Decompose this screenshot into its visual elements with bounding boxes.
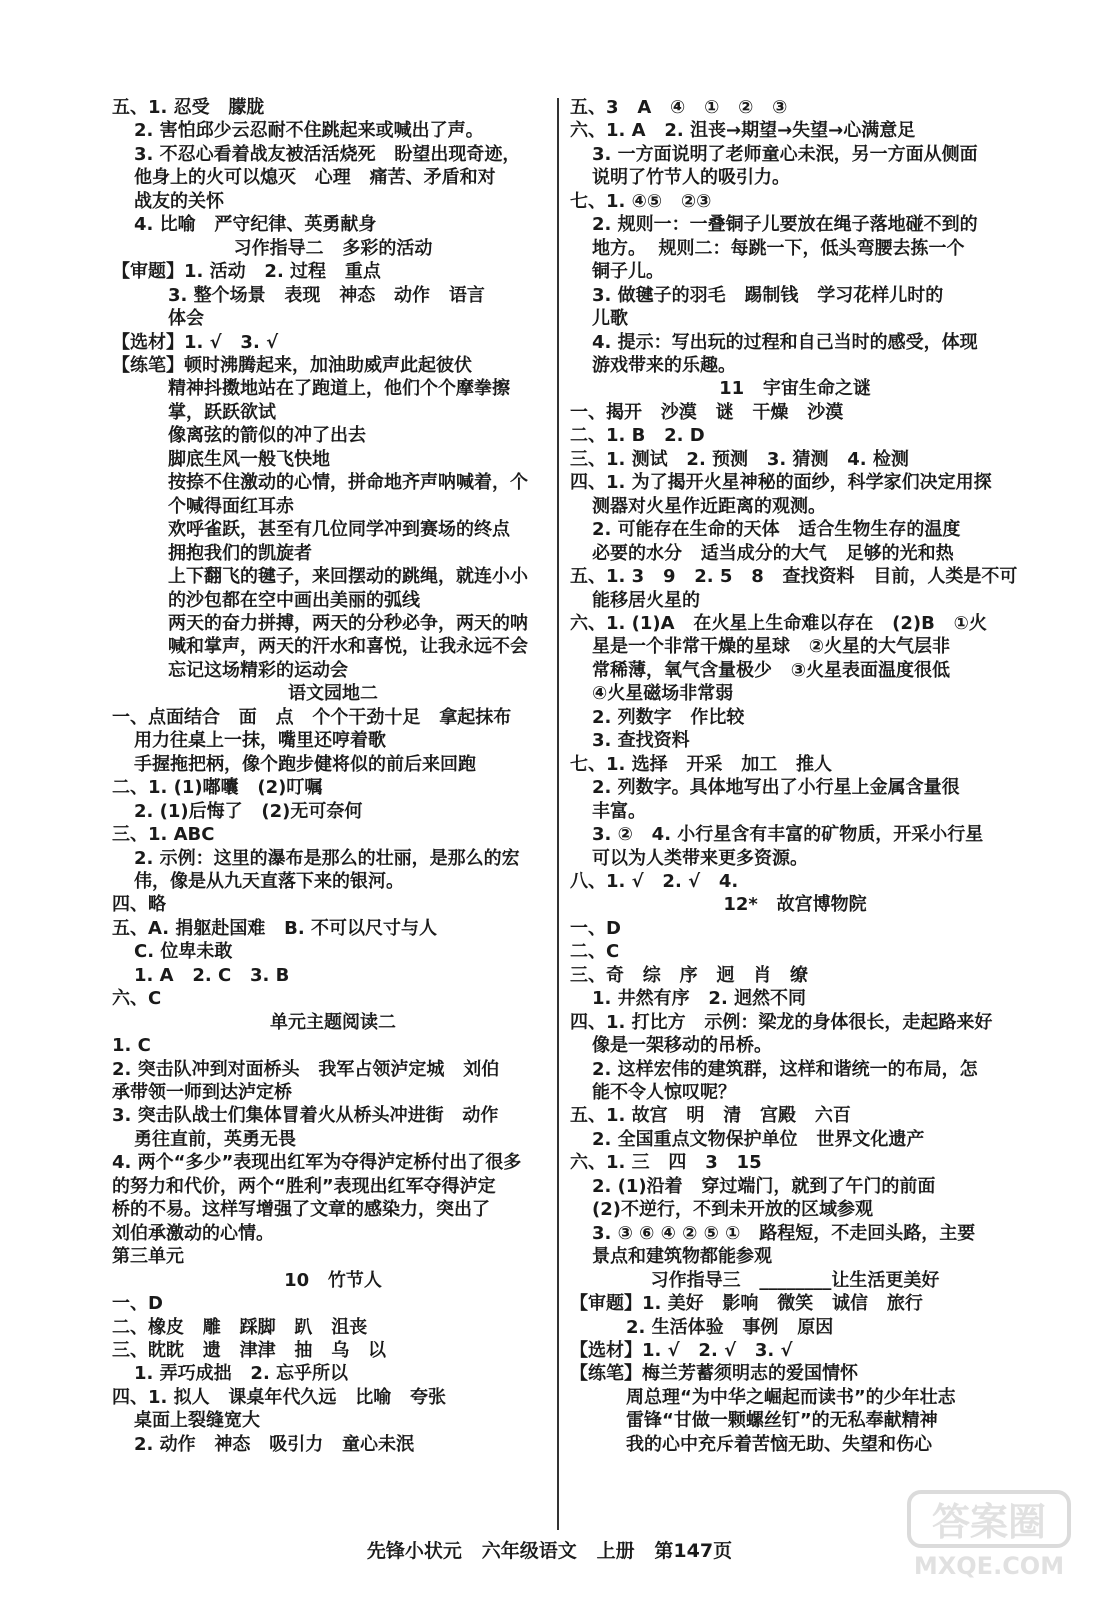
answer-line: 忘记这场精彩的运动会 xyxy=(168,659,348,681)
answer-line: 刘伯承激动的心情。 xyxy=(112,1222,274,1244)
answer-line: 能移居火星的 xyxy=(592,589,700,611)
answer-line: 掌，跃跃欲试 xyxy=(168,401,276,423)
answer-line: 4. 比喻 严守纪律、英勇献身 xyxy=(134,214,377,236)
answer-line: 的沙包都在空中画出美丽的弧线 xyxy=(168,589,420,611)
answer-line: 单元主题阅读二 xyxy=(270,1011,396,1033)
answer-line: 六、1. 三 四 3 15 xyxy=(570,1152,762,1174)
answer-line: 像离弦的箭似的冲了出去 xyxy=(168,425,366,447)
answer-line: 体会 xyxy=(168,308,204,330)
answer-line: C. 位卑未敢 xyxy=(134,941,233,963)
answer-line: 拥抱我们的凯旋者 xyxy=(168,542,312,564)
answer-line: 10 竹节人 xyxy=(284,1269,382,1291)
answer-line: 二、1. (1)嘟囔 (2)叮嘱 xyxy=(112,777,323,799)
page-footer: 先锋小状元 六年级语文 上册 第147页 xyxy=(366,1540,733,1562)
answer-line: 3. 一方面说明了老师童心未泯，另一方面从侧面 xyxy=(592,143,978,165)
answer-line: 周总理“为中华之崛起而读书”的少年壮志 xyxy=(626,1386,956,1408)
answer-line: 语文园地二 xyxy=(288,683,378,705)
answer-line: 1. 弄巧成拙 2. 忘乎所以 xyxy=(134,1363,349,1385)
answer-line: 手握拖把柄，像个跑步健将似的前后来回跑 xyxy=(134,753,476,775)
answer-line: 三、1. 测试 2. 预测 3. 猜测 4. 检测 xyxy=(570,448,909,470)
answer-line: 欢呼雀跃，甚至有几位同学冲到赛场的终点 xyxy=(168,519,510,541)
answer-line: 二、C xyxy=(570,941,620,963)
answer-line: 【审题】1. 活动 2. 过程 重点 xyxy=(112,261,381,283)
answer-line: 2. 害怕邱少云忍耐不住跳起来或喊出了声。 xyxy=(134,120,484,142)
answer-line: 二、橡皮 雕 踩脚 趴 沮丧 xyxy=(112,1316,368,1338)
answer-line: 2. 生活体验 事例 原因 xyxy=(626,1316,834,1338)
answer-line: 上下翻飞的毽子，来回摆动的跳绳，就连小小 xyxy=(168,566,528,588)
answer-line: 四、1. 拟人 课桌年代久远 比喻 夸张 xyxy=(112,1386,447,1408)
answer-line: 用力往桌上一抹，嘴里还哼着歌 xyxy=(134,730,386,752)
answer-line: 2. 全国重点文物保护单位 世界文化遗产 xyxy=(592,1128,925,1150)
answer-line: 3. 不忍心看着战友被活活烧死 盼望出现奇迹， xyxy=(134,143,521,165)
answer-line: 五、1. 忍受 朦胧 xyxy=(112,97,265,118)
column-divider xyxy=(557,98,559,1530)
answer-line: 2. 可能存在生命的天体 适合生物生存的温度 xyxy=(592,519,961,541)
answer-line: 3. ③ ⑥ ④ ② ⑤ ① 路程短，不走回头路，主要 xyxy=(592,1222,976,1244)
left-column xyxy=(112,96,554,1456)
answer-line: 1. C xyxy=(112,1035,151,1057)
answer-line: 3. 查找资料 xyxy=(592,730,690,752)
answer-line: 2. 列数字 作比较 xyxy=(592,706,745,728)
answer-line: 喊和掌声，两天的汗水和喜悦，让我永远不会 xyxy=(168,636,528,658)
answer-line: 二、1. B 2. D xyxy=(570,425,705,447)
answer-line: 2. 列数字。具体地写出了小行星上金属含量很 xyxy=(592,777,960,799)
answer-line: 2. 示例：这里的瀑布是那么的壮丽，是那么的宏 xyxy=(134,847,520,869)
answer-line: 2. 规则一：一叠铜子儿要放在绳子落地碰不到的 xyxy=(592,214,978,236)
answer-line: 桌面上裂缝宽大 xyxy=(134,1410,260,1432)
answer-line: 2. 突击队冲到对面桥头 我军占领泸定城 刘伯 xyxy=(112,1058,500,1080)
answer-line: 说明了竹节人的吸引力。 xyxy=(592,167,790,189)
answer-line: 桥的不易。这样写增强了文章的感染力，突出了 xyxy=(112,1199,490,1221)
answer-line: 3. 整个场景 表现 神态 动作 语言 xyxy=(168,284,485,306)
answer-line: 脚底生风一般飞快地 xyxy=(168,448,330,470)
svg-text:MXQE.COM: MXQE.COM xyxy=(913,1552,1065,1580)
answer-line: 按捺不住激动的心情，拼命地齐声呐喊着，个 xyxy=(168,472,528,494)
answer-line: 六、1. (1)A 在火星上生命难以存在 (2)B ①火 xyxy=(570,612,987,634)
answer-line: 六、C xyxy=(112,988,162,1010)
answer-line: 能不令人惊叹呢？ xyxy=(592,1082,736,1104)
answer-line: 三、眈眈 遗 津津 抽 乌 以 xyxy=(112,1340,386,1362)
answer-line: 景点和建筑物都能参观 xyxy=(592,1246,772,1268)
answer-line: 1. 井然有序 2. 迥然不同 xyxy=(592,988,807,1010)
answer-line: 铜子儿。 xyxy=(592,261,664,283)
answer-line: 两天的奋力拼搏，两天的分秒必争，两天的呐 xyxy=(168,612,528,634)
answer-line: 游戏带来的乐趣。 xyxy=(592,354,736,376)
answer-line: 【选材】1. √ 3. √ xyxy=(112,331,279,353)
answer-line: 五、1. 故宫 明 清 宫殿 六百 xyxy=(570,1105,851,1127)
answer-line: (2)不逆行，不到未开放的区域参观 xyxy=(592,1199,873,1221)
watermark-logo xyxy=(905,1486,1080,1584)
answer-line: 11 宇宙生命之谜 xyxy=(719,378,871,400)
answer-line: 六、1. A 2. 沮丧→期望→失望→心满意足 xyxy=(570,120,916,142)
answer-line: 3. 突击队战士们集体冒着火从桥头冲进街 动作 xyxy=(112,1105,499,1127)
answer-line: 勇往直前，英勇无畏 xyxy=(134,1128,296,1150)
answer-line: 一、D xyxy=(570,917,621,939)
answer-line: 战友的关怀 xyxy=(134,190,224,212)
answer-line: 必要的水分 适当成分的大气 足够的光和热 xyxy=(592,542,954,564)
answer-line: 一、D xyxy=(112,1293,163,1315)
answer-line: 3. ② 4. 小行星含有丰富的矿物质，开采小行星 xyxy=(592,824,984,846)
answer-line: 丰富。 xyxy=(592,800,646,822)
answer-line: 个喊得面红耳赤 xyxy=(168,495,294,517)
answer-line: 精神抖擞地站在了跑道上，他们个个摩拳擦 xyxy=(168,378,510,400)
answer-line: 五、1. 3 9 2. 5 8 查找资料 目前，人类是不可 xyxy=(570,566,1018,588)
answer-line: 伟，像是从九天直落下来的银河。 xyxy=(134,870,404,892)
answer-line: 的努力和代价，两个“胜利”表现出红军夺得泸定 xyxy=(112,1175,496,1197)
answer-line: 三、1. ABC xyxy=(112,824,215,846)
answer-line: 第三单元 xyxy=(112,1246,184,1268)
answer-line: 习作指导三 ________让生活更美好 xyxy=(650,1269,940,1291)
answer-line: 四、略 xyxy=(112,894,166,916)
right-column xyxy=(570,96,1020,1456)
answer-line: 一、点面结合 面 点 个个干劲十足 拿起抹布 xyxy=(112,706,512,728)
answer-line: 4. 两个“多少”表现出红军为夺得泸定桥付出了很多 xyxy=(112,1152,522,1174)
answer-line: 3. 做毽子的羽毛 踢制钱 学习花样儿时的 xyxy=(592,284,944,306)
answer-line: 2. (1)沿着 穿过端门，就到了午门的前面 xyxy=(592,1175,936,1197)
answer-line: 【选材】1. √ 2. √ 3. √ xyxy=(570,1340,793,1362)
answer-line: 测器对火星作近距离的观测。 xyxy=(592,495,826,517)
answer-line: 八、1. √ 2. √ 4. xyxy=(570,870,739,892)
answer-line: 他身上的火可以熄灭 心理 痛苦、矛盾和对 xyxy=(134,167,496,189)
answer-line: 四、1. 为了揭开火星神秘的面纱，科学家们决定用探 xyxy=(570,472,992,494)
answer-line: 一、揭开 沙漠 谜 干燥 沙漠 xyxy=(570,401,844,423)
answer-line: 12* 故宫博物院 xyxy=(723,894,867,916)
svg-text:答案圈: 答案圈 xyxy=(931,1500,1047,1544)
answer-line: 常稀薄，氧气含量极少 ③火星表面温度很低 xyxy=(592,659,951,681)
answer-line: 七、1. ④⑤ ②③ xyxy=(570,190,712,212)
answer-line: 1. A 2. C 3. B xyxy=(134,964,290,986)
answer-line: 像是一架移动的吊桥。 xyxy=(592,1035,772,1057)
answer-line: ④火星磁场非常弱 xyxy=(592,683,734,705)
answer-line: 三、奇 综 序 迥 肖 缭 xyxy=(570,964,808,986)
answer-line: 星是一个非常干燥的星球 ②火星的大气层非 xyxy=(592,636,951,658)
answer-line: 承带领一师到达泸定桥 xyxy=(112,1082,292,1104)
answer-line: 我的心中充斥着苦恼无助、失望和伤心 xyxy=(626,1433,932,1455)
answer-line: 可以为人类带来更多资源。 xyxy=(592,847,808,869)
answer-line: 习作指导二 多彩的活动 xyxy=(233,237,433,259)
answer-line: 【练笔】梅兰芳蓄须明志的爱国情怀 xyxy=(570,1363,858,1385)
answer-line: 儿歌 xyxy=(592,308,628,330)
answer-line: 五、3 A ④ ① ② ③ xyxy=(570,97,788,118)
answer-line: 五、A. 捐躯赴国难 B. 不可以尺寸与人 xyxy=(112,917,437,939)
answer-line: 雷锋“甘做一颗螺丝钉”的无私奉献精神 xyxy=(626,1410,938,1432)
answer-line: 2. 这样宏伟的建筑群，这样和谐统一的布局，怎 xyxy=(592,1058,978,1080)
answer-line: 地方。 规则二：每跳一下，低头弯腰去拣一个 xyxy=(592,237,965,259)
answer-line: 四、1. 打比方 示例：梁龙的身体很长，走起路来好 xyxy=(570,1011,993,1033)
answer-line: 【审题】1. 美好 影响 微笑 诚信 旅行 xyxy=(570,1293,923,1315)
answer-line: 【练笔】顿时沸腾起来，加油助威声此起彼伏 xyxy=(112,354,472,376)
answer-line: 2. 动作 神态 吸引力 童心未泯 xyxy=(134,1433,415,1455)
answer-line: 4. 提示：写出玩的过程和自己当时的感受，体现 xyxy=(592,331,978,353)
answer-line: 2. (1)后悔了 (2)无可奈何 xyxy=(134,800,363,822)
answer-line: 七、1. 选择 开采 加工 推人 xyxy=(570,753,833,775)
